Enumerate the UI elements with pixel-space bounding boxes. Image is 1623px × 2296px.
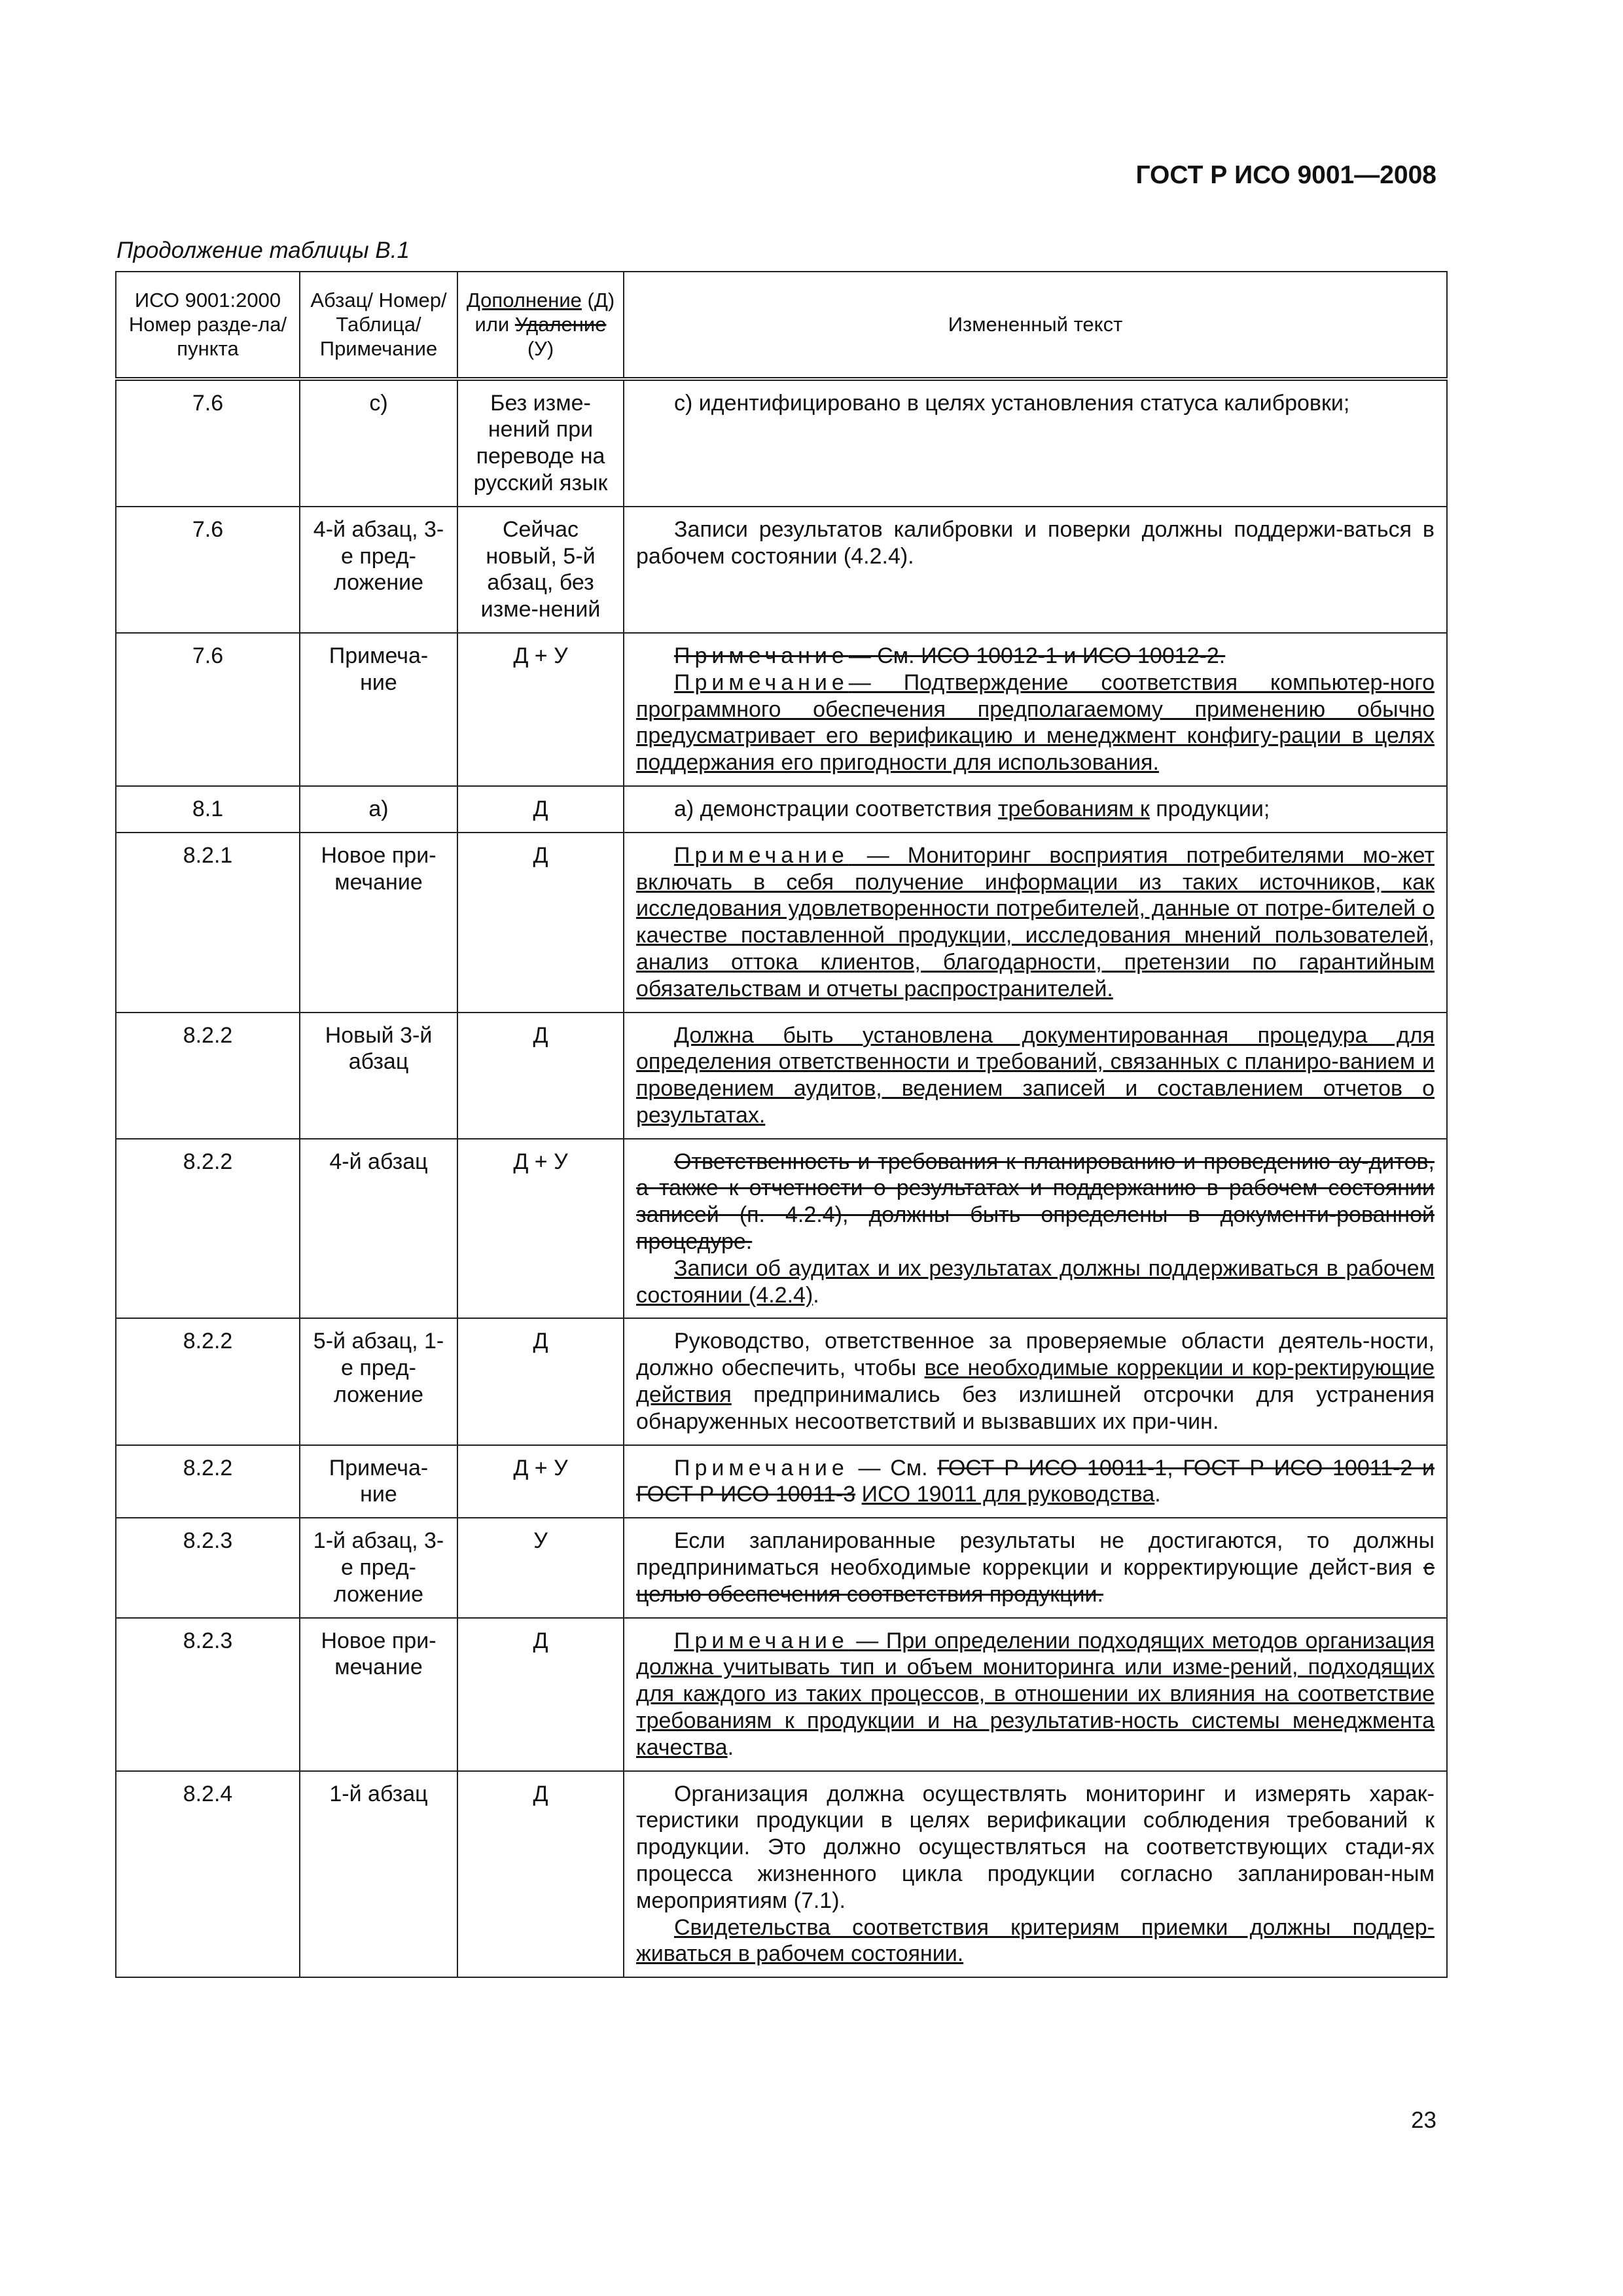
added-text: Свидетельства соответствия критериям приемки должны поддер-живаться в рабочем состоянии. — [636, 1914, 1435, 1967]
added-text: Примечание— Подтверждение соответствия компьютер-ного программного обеспечения предполагаемому применению обычно предусматривает его верификацию и менеджмент конфигу-рации в целях поддержания его пригодности для использования. — [636, 670, 1435, 776]
cell-text: Руководство, ответственное за проверяемые области деятель-ности, должно обеспечить, чтобы все необходимые коррекции и кор-ректирующие действия предпринимались без излишней отсрочки для устранения обнаруженных несоответствий и вызвавших их при-чин. — [624, 1318, 1447, 1444]
cell-text: Ответственность и требования к планированию и проведению ау-дитов, а также к отчетности о результатах и поддержанию в рабочем состоянии записей (п. 4.2.4), должны быть определены в документи-рованной процедуре. Записи об аудитах и их результатах должны поддерживаться в рабочем состоянии (4.2.4). — [624, 1139, 1447, 1319]
cell-text — [624, 1013, 1447, 1139]
cell-text: Если запланированные результаты не достигаются, то должны предприниматься необходимые коррекции и корректирующие дейст-вия с целью обеспечения соответствия продукции. — [624, 1518, 1447, 1617]
standard-designation: ГОСТ Р ИСО 9001—2008 — [1135, 161, 1436, 189]
cell-section: 8.2.3 — [116, 1518, 300, 1617]
cell-change: Д — [457, 833, 624, 1013]
table-header-row — [116, 272, 1447, 379]
table-row — [116, 1139, 1447, 1319]
table-row — [116, 633, 1447, 786]
added-text: ИСО 19011 для руководства — [861, 1482, 1155, 1507]
added-text: требованиям к — [997, 796, 1150, 821]
cell-change: Д — [457, 1618, 624, 1771]
added-text: Должна быть установлена документированная процедура для определения ответственности и требований, связанных с планиро-ванием и проведением аудитов, ведением записей и составлением отчетов о результатах. — [636, 1022, 1435, 1128]
table-row — [116, 1518, 1447, 1617]
table-row — [116, 1618, 1447, 1771]
cell-text: Записи результатов калибровки и поверки должны поддержи-ваться в рабочем состоянии (4.2.4). — [624, 507, 1447, 633]
cell-section: 8.2.2 — [116, 1318, 300, 1444]
header-change-type: Дополнение (Д) или Удаление (У) — [457, 272, 624, 379]
page-number: 23 — [1411, 2108, 1436, 2133]
cell-text: с) идентифицировано в целях установления статуса калибровки; — [624, 379, 1447, 507]
cell-section: 7.6 — [116, 507, 300, 633]
table-row — [116, 507, 1447, 633]
cell-section: 8.2.2 — [116, 1445, 300, 1518]
cell-section: 8.1 — [116, 786, 300, 833]
deleted-text: Примечание— См. ИСО 10012-1 и ИСО 10012-2. — [674, 643, 1226, 668]
cell-section: 8.2.2 — [116, 1013, 300, 1139]
header-section-number: ИСО 9001:2000 Номер разде-ла/пункта — [116, 272, 300, 379]
cell-paragraph: 4-й абзац, 3-е пред-ложение — [300, 507, 457, 633]
table-row — [116, 379, 1447, 507]
cell-change: У — [457, 1518, 624, 1617]
cell-text: Организация должна осуществлять мониторинг и измерять харак-теристики продукции в целях верификации соблюдения требований к продукции. Это должно осуществляться на соответствующих стади-ях процесса жизненного цикла продукции согласно запланирован-ным мероприятиям (7.1). Свидетельства соответствия критериям приемки должны поддер-живаться в рабочем состоянии. — [624, 1771, 1447, 1978]
added-text: все необходимые коррекции и кор-ректирующие действия — [636, 1355, 1435, 1408]
cell-paragraph: 5-й абзац, 1-е пред-ложение — [300, 1318, 457, 1444]
cell-paragraph: 1-й абзац — [300, 1771, 457, 1978]
deleted-text: Ответственность и требования к планированию и проведению ау-дитов, а также к отчетности о результатах и поддержанию в рабочем состоянии записей (п. 4.2.4), должны быть определены в документи-рованной процедуре. — [636, 1149, 1435, 1255]
cell-change: Без изме-нений при переводе на русский язык — [457, 379, 624, 507]
cell-paragraph: Примеча-ние — [300, 1445, 457, 1518]
cell-paragraph: 1-й абзац, 3-е пред-ложение — [300, 1518, 457, 1617]
changes-table — [115, 271, 1448, 1978]
cell-paragraph: 4-й абзац — [300, 1139, 457, 1319]
cell-change: Д — [457, 1318, 624, 1444]
cell-section: 7.6 — [116, 379, 300, 507]
cell-change: Сейчас новый, 5-й абзац, без изме-нений — [457, 507, 624, 633]
cell-change: Д — [457, 1013, 624, 1139]
deleted-text: ГОСТ Р ИСО 10011-1, ГОСТ Р ИСО 10011-2 и ГОСТ Р ИСО 10011-3 — [636, 1455, 1435, 1507]
cell-change: Д + У — [457, 633, 624, 786]
cell-paragraph: а) — [300, 786, 457, 833]
cell-section: 8.2.3 — [116, 1618, 300, 1771]
table-caption: Продолжение таблицы В.1 — [116, 238, 410, 263]
cell-section: 8.2.4 — [116, 1771, 300, 1978]
table-row — [116, 1318, 1447, 1444]
cell-paragraph: Новое при-мечание — [300, 833, 457, 1013]
cell-paragraph: с) — [300, 379, 457, 507]
header-modified-text: Измененный текст — [624, 272, 1447, 379]
table-row — [116, 786, 1447, 833]
cell-paragraph: Новое при-мечание — [300, 1618, 457, 1771]
cell-paragraph: Новый 3-й абзац — [300, 1013, 457, 1139]
table-row — [116, 1445, 1447, 1518]
cell-text: Примечание — При определении подходящих методов организация должна учитывать тип и объем мониторинга или изме-рений, подходящих для каждого из таких процессов, в отношении их влияния на соответствие требованиям к продукции и на результатив-ность системы менеджмента качества. — [624, 1618, 1447, 1771]
cell-paragraph: Примеча-ние — [300, 633, 457, 786]
deleted-text: с целью обеспечения соответствия продукции. — [636, 1555, 1435, 1607]
cell-section: 8.2.1 — [116, 833, 300, 1013]
table-row — [116, 1771, 1447, 1978]
added-text: Примечание — При определении подходящих методов организация должна учитывать тип и объем мониторинга или изме-рений, подходящих для каждого из таких процессов, в отношении их влияния на соответствие требованиям к продукции и на результатив-ность системы менеджмента качества — [636, 1628, 1435, 1760]
cell-change: Д + У — [457, 1139, 624, 1319]
table-row — [116, 1013, 1447, 1139]
cell-change: Д — [457, 786, 624, 833]
added-text: Примечание — Мониторинг восприятия потребителями мо-жет включать в себя получение информации из таких источников, как исследования удовлетворенности потребителей, данные от потре-бителей о качестве поставленной продукции, исследования мнений пользователей, анализ оттока клиентов, благодарности, претензии по гарантийным обязательствам и отчеты распространителей. — [636, 842, 1435, 1001]
cell-section: 8.2.2 — [116, 1139, 300, 1319]
cell-text: Примечание — См. ГОСТ Р ИСО 10011-1, ГОСТ Р ИСО 10011-2 и ГОСТ Р ИСО 10011-3 ИСО 19011 для руководства. — [624, 1445, 1447, 1518]
cell-change: Д + У — [457, 1445, 624, 1518]
header-paragraph: Абзац/ Номер/ Таблица/ Примечание — [300, 272, 457, 379]
cell-text — [624, 833, 1447, 1013]
cell-text — [624, 633, 1447, 786]
added-text: Записи об аудитах и их результатах должны поддерживаться в рабочем состоянии (4.2.4) — [636, 1255, 1435, 1308]
table-row — [116, 833, 1447, 1013]
cell-change: Д — [457, 1771, 624, 1978]
cell-text: а) демонстрации соответствия требованиям к продукции; — [624, 786, 1447, 833]
cell-section: 7.6 — [116, 633, 300, 786]
